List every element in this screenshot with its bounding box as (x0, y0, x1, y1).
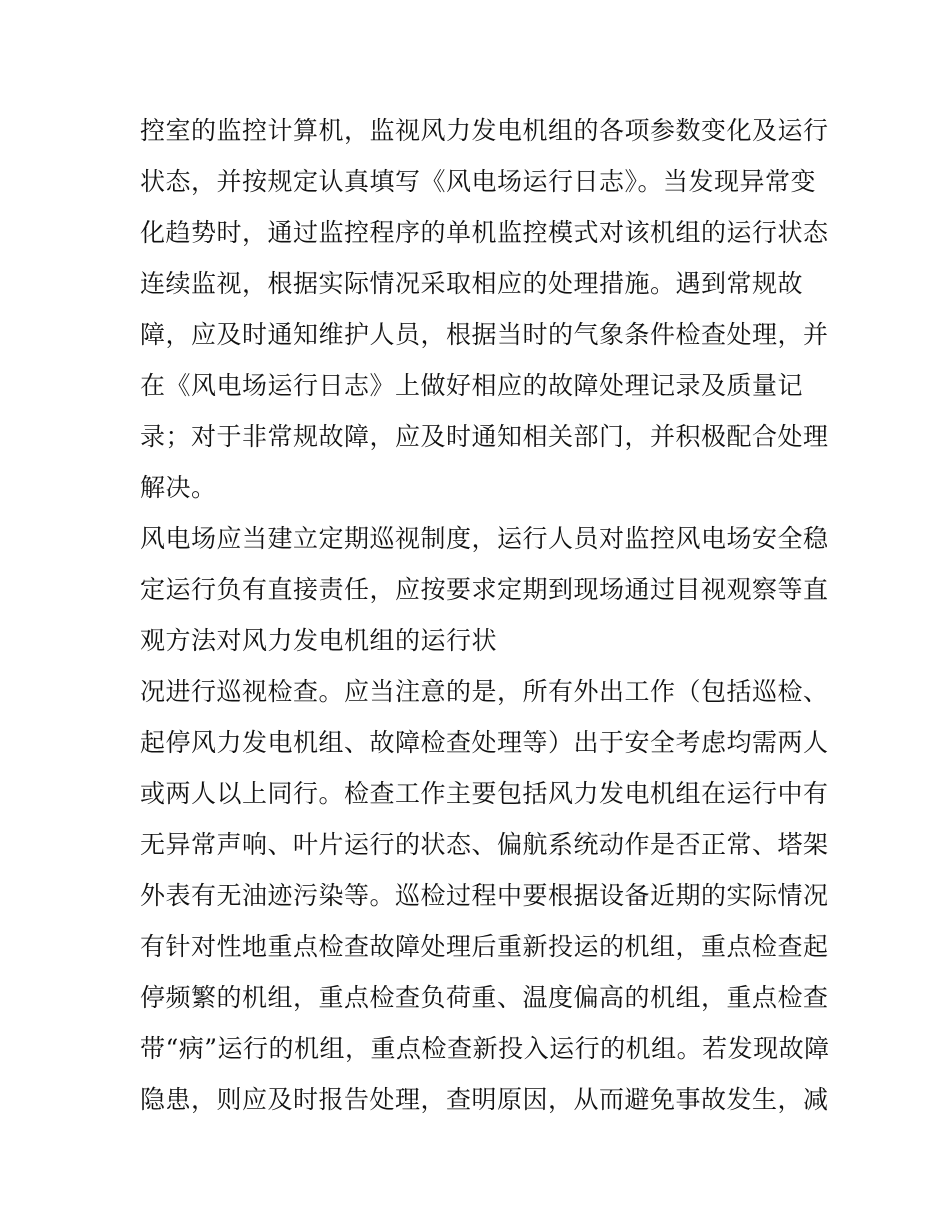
text-line: 有针对性地重点检查故障处理后重新投运的机组，重点检查起 (140, 932, 829, 961)
text-line: 起停风力发电机组、故障检查处理等）出于安全考虑均需两人 (140, 728, 829, 757)
text-line: 况进行巡视检查。应当注意的是，所有外出工作（包括巡检、 (140, 677, 829, 706)
text-line: 在《风电场运行日志》上做好相应的故障处理记录及质量记 (140, 371, 804, 400)
document-body (140, 105, 830, 1125)
text-line: 状态，并按规定认真填写《风电场运行日志》。当发现异常变 (140, 167, 817, 196)
text-line: 化趋势时，通过监控程序的单机监控模式对该机组的运行状态 (140, 218, 829, 247)
text-line: 解决。 (140, 473, 217, 502)
text-line: 控室的监控计算机，监视风力发电机组的各项参数变化及运行 (140, 116, 829, 145)
text-line: 带“病”运行的机组，重点检查新投入运行的机组。若发现故障 (140, 1034, 830, 1063)
text-line: 或两人以上同行。检查工作主要包括风力发电机组在运行中有 (140, 779, 829, 808)
text-line: 定运行负有直接责任，应按要求定期到现场通过目视观察等直 (140, 575, 829, 604)
text-line: 录；对于非常规故障，应及时通知相关部门，并积极配合处理 (140, 422, 829, 451)
text-line: 观方法对风力发电机组的运行状 (140, 626, 498, 655)
text-line: 隐患，则应及时报告处理，查明原因，从而避免事故发生，减 (140, 1085, 829, 1114)
text-line: 障，应及时通知维护人员，根据当时的气象条件检查处理，并 (140, 320, 829, 349)
text-line: 风电场应当建立定期巡视制度，运行人员对监控风电场安全稳 (140, 524, 829, 553)
text-line: 连续监视，根据实际情况采取相应的处理措施。遇到常规故 (140, 269, 804, 298)
text-line: 外表有无油迹污染等。巡检过程中要根据设备近期的实际情况 (140, 881, 829, 910)
text-line: 无异常声响、叶片运行的状态、偏航系统动作是否正常、塔架 (140, 830, 829, 859)
text-line: 停频繁的机组，重点检查负荷重、温度偏高的机组，重点检查 (140, 983, 829, 1012)
